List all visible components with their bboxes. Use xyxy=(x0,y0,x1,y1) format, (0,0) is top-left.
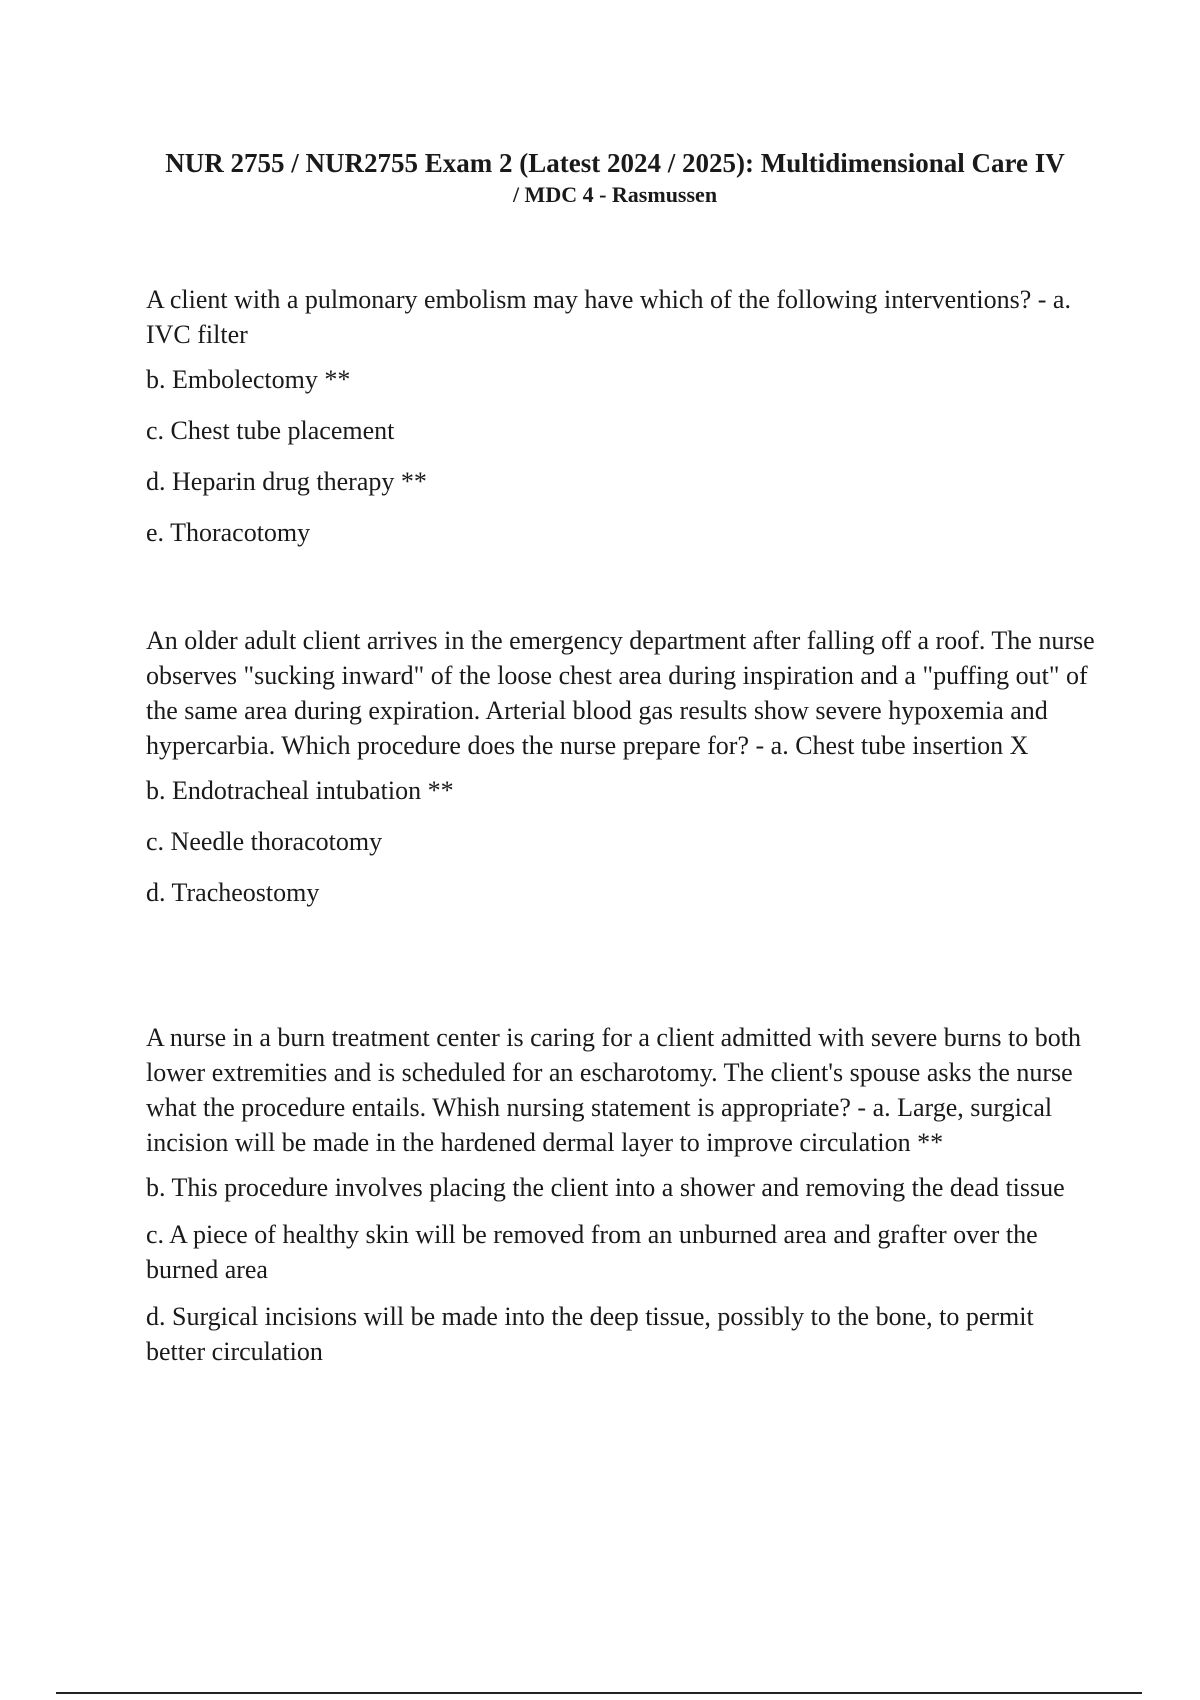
question-1-option-c: c. Chest tube placement xyxy=(146,416,395,445)
question-2-stem: An older adult client arrives in the emergency department after falling off a roof. The nurse observes "sucking inward" of the loose chest area during inspiration and a "puffing out" of the same area during expiration. Arterial blood gas results show severe hypoxemia and hypercarbia. Which procedure does the nurse prepare for? - a. Chest tube insertion X xyxy=(146,626,1095,760)
document-title xyxy=(130,146,1100,210)
footer-divider xyxy=(56,1692,1142,1694)
title-line-2: / MDC 4 - Rasmussen xyxy=(512,182,718,207)
question-1 xyxy=(146,282,1096,566)
question-3-option-c: c. A piece of healthy skin will be removed from an unburned area and grafter over the burned area xyxy=(146,1220,1038,1284)
question-1-option-e: e. Thoracotomy xyxy=(146,518,311,547)
question-2 xyxy=(146,623,1096,926)
question-3 xyxy=(146,1020,1096,1381)
question-2-option-d: d. Tracheostomy xyxy=(146,878,320,907)
question-3-stem: A nurse in a burn treatment center is caring for a client admitted with severe burns to both lower extremities and is scheduled for an escharotomy. The client's spouse asks the nurse what the procedure entails. Whish nursing statement is appropriate? - a. Large, surgical incision will be made in the hardened dermal layer to improve circulation ** xyxy=(146,1023,1081,1157)
question-1-stem: A client with a pulmonary embolism may have which of the following interventions? - a. IVC filter xyxy=(146,285,1071,349)
question-3-option-d: d. Surgical incisions will be made into the deep tissue, possibly to the bone, to permit better circulation xyxy=(146,1302,1034,1366)
title-line-1: NUR 2755 / NUR2755 Exam 2 (Latest 2024 / 2025): Multidimensional Care IV xyxy=(165,148,1065,178)
question-3-option-b: b. This procedure involves placing the client into a shower and removing the dead tissue xyxy=(146,1173,1065,1202)
question-1-option-d: d. Heparin drug therapy ** xyxy=(146,467,427,496)
question-2-option-c: c. Needle thoracotomy xyxy=(146,827,383,856)
question-2-option-b: b. Endotracheal intubation ** xyxy=(146,776,454,805)
question-1-option-b: b. Embolectomy ** xyxy=(146,365,351,394)
